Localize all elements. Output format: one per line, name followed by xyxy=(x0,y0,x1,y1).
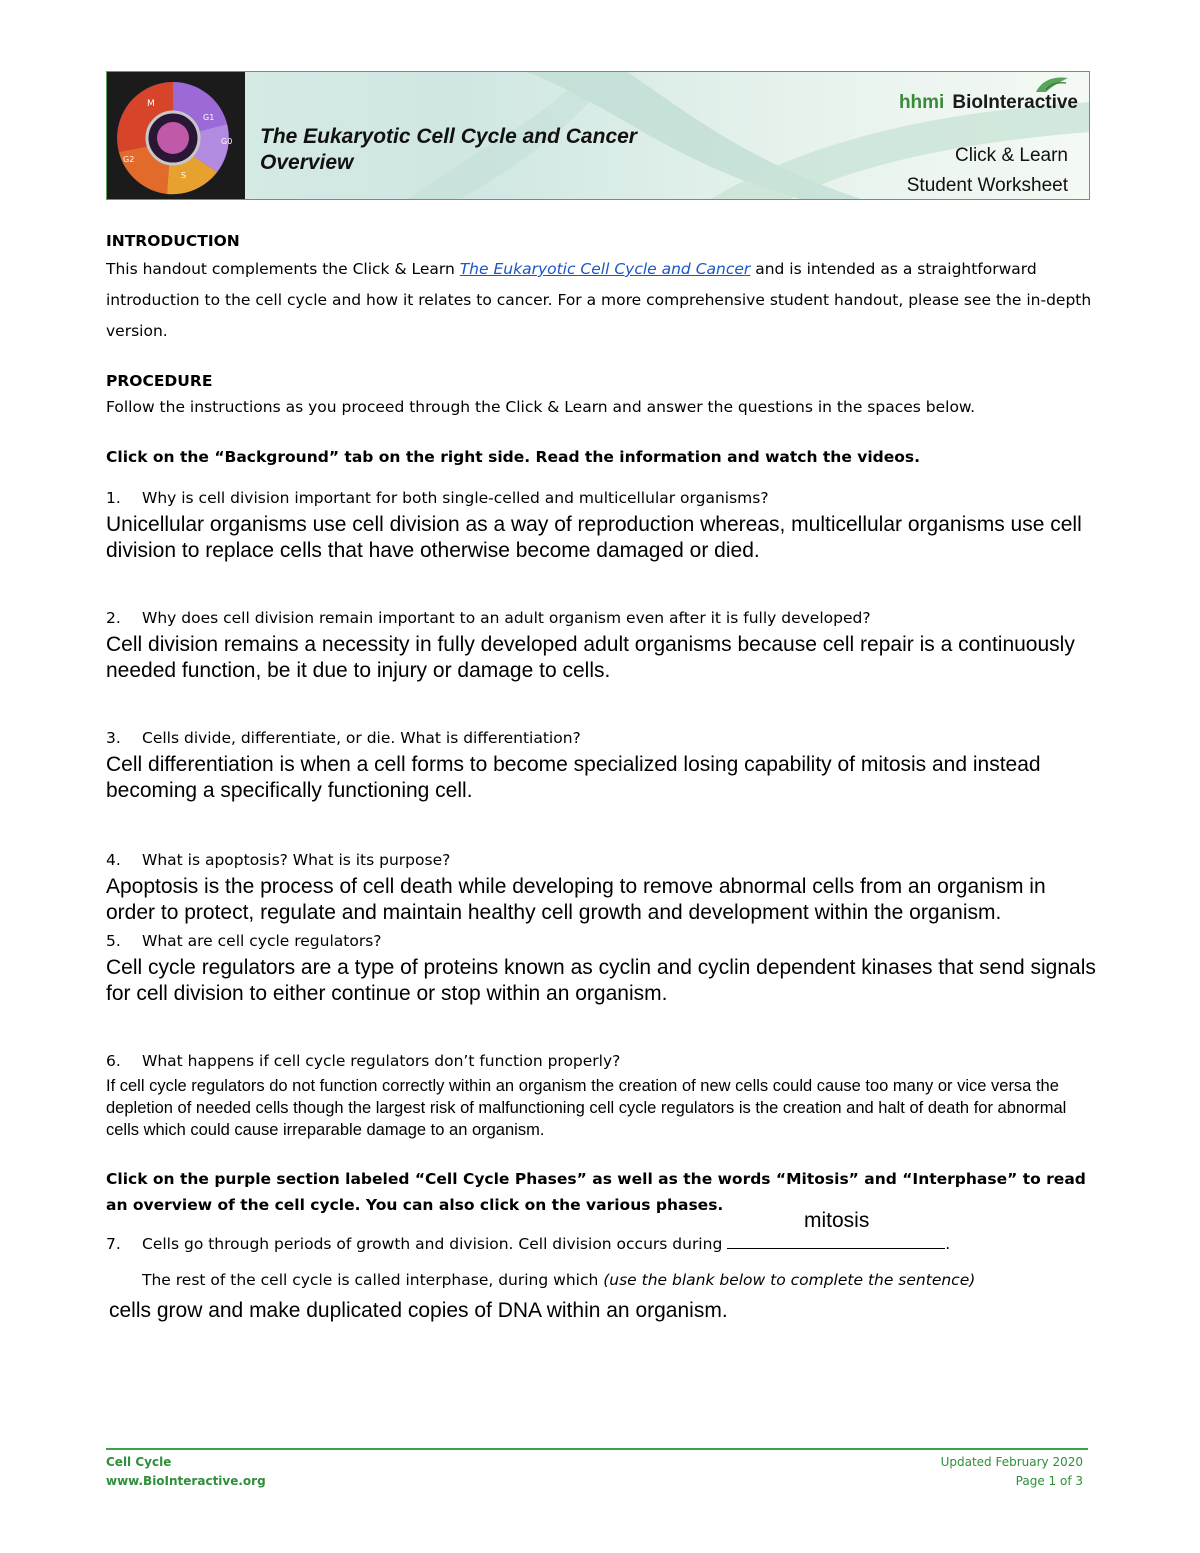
click-learn-link[interactable]: The Eukaryotic Cell Cycle and Cancer xyxy=(459,260,751,278)
logo-label-g1: G1 xyxy=(203,113,215,122)
procedure-text: Follow the instructions as you proceed through the Click & Learn and answer the questions in the spaces below. xyxy=(106,398,976,416)
question-number: 7. xyxy=(106,1235,121,1253)
footer-website-link[interactable]: www.BioInteractive.org xyxy=(106,1474,266,1488)
question-text: What happens if cell cycle regulators don’t function properly? xyxy=(142,1052,621,1070)
answer-5[interactable]: Cell cycle regulators are a type of proteins known as cyclin and cyclin dependent kinases that send signals for cell division to either continue or stop within an organism. xyxy=(106,956,1096,1005)
logo-label-s: S xyxy=(181,171,187,180)
title-line-2: Overview xyxy=(260,151,354,174)
question-7: mitosis 7. Cells go through periods of growth and division. Cell division occurs during . The rest of the cell cycle is called interphase, during which (use the blank below to complete the sentence) cells grow and make duplicated copies of DNA within an organism. xyxy=(106,1232,1096,1324)
document-type xyxy=(907,141,1068,201)
footer-updated: Updated February 2020 xyxy=(940,1455,1083,1469)
answer-7[interactable]: cells grow and make duplicated copies of DNA within an organism. xyxy=(109,1299,728,1322)
question-text: Cells divide, differentiate, or die. What is differentiation? xyxy=(142,729,581,747)
instruction-background: Click on the “Background” tab on the right side. Read the information and watch the videos. xyxy=(106,448,921,466)
document-title xyxy=(260,124,637,176)
question-1 xyxy=(106,486,1096,564)
question-text: Cells go through periods of growth and division. Cell division occurs during xyxy=(142,1235,723,1253)
answer-2[interactable]: Cell division remains a necessity in fully developed adult organisms because cell repair is a continuously needed function, be it due to injury or damage to cells. xyxy=(106,633,1075,682)
logo-label-g0: G0 xyxy=(221,137,233,146)
question-number: 2. xyxy=(106,609,121,627)
brand-logo xyxy=(899,92,1078,114)
footer-divider xyxy=(106,1448,1088,1450)
intro-paragraph: This handout complements the Click & Learn The Eukaryotic Cell Cycle and Cancer and is intended as a straightforward introduction to the cell cycle and how it relates to cancer. For a more comprehensive student handout, please see the in-depth version. xyxy=(106,260,1092,340)
footer-left xyxy=(106,1453,266,1491)
footer-topic: Cell Cycle xyxy=(106,1455,172,1469)
answer-3[interactable]: Cell differentiation is when a cell forms to become specialized losing capability of mitosis and instead becoming a specifically functioning cell. xyxy=(106,753,1041,802)
cell-cycle-logo xyxy=(107,72,245,199)
footer-right xyxy=(941,1453,1083,1491)
q7-continuation: The rest of the cell cycle is called interphase, during which (use the blank below to complete the sentence) xyxy=(142,1271,976,1289)
worksheet-body xyxy=(106,228,1096,1324)
question-text: What is apoptosis? What is its purpose? xyxy=(142,851,451,869)
question-number: 5. xyxy=(106,932,121,950)
logo-label-g2: G2 xyxy=(123,155,135,164)
answer-1[interactable]: Unicellular organisms use cell division as a way of reproduction whereas, multicellular organisms use cell division to replace cells that have otherwise become damaged or died. xyxy=(106,513,1082,562)
question-number: 1. xyxy=(106,489,121,507)
answer-4[interactable]: Apoptosis is the process of cell death while developing to remove abnormal cells from an organism in order to protect, regulate and maintain healthy cell growth and development within the organism. xyxy=(106,875,1046,924)
answer-6[interactable]: If cell cycle regulators do not function correctly within an organism the creation of new cells could cause too many or vice versa the depletion of needed cells though the largest risk of malfunctioning cell cycle regulators is the creation and halt of death for abnormal cells which could cause irreparable damage to an organism. xyxy=(106,1077,1067,1139)
question-6 xyxy=(106,1049,1096,1141)
brand-prefix: hhmi xyxy=(898,92,945,113)
intro-heading: INTRODUCTION xyxy=(106,232,240,250)
question-text: What are cell cycle regulators? xyxy=(142,932,382,950)
answer-7-blank[interactable]: mitosis xyxy=(804,1209,870,1232)
question-5 xyxy=(106,929,1096,1007)
question-number: 6. xyxy=(106,1052,121,1070)
answer-blank-line xyxy=(727,1232,945,1249)
title-line-1: The Eukaryotic Cell Cycle and Cancer xyxy=(260,125,637,148)
type-line-1: Click & Learn xyxy=(955,145,1068,166)
question-number: 3. xyxy=(106,729,121,747)
procedure-heading: PROCEDURE xyxy=(106,372,213,390)
type-line-2: Student Worksheet xyxy=(906,175,1068,196)
logo-label-m: M xyxy=(147,99,155,109)
question-3 xyxy=(106,726,1096,804)
question-text: Why does cell division remain important to an adult organism even after it is fully developed? xyxy=(142,609,871,627)
question-text: Why is cell division important for both single-celled and multicellular organisms? xyxy=(142,489,769,507)
instruction-phases: Click on the purple section labeled “Cell Cycle Phases” as well as the words “Mitosis” and “Interphase” to read an overview of the cell cycle. You can also click on the various phases. xyxy=(106,1170,1086,1214)
question-4 xyxy=(106,848,1096,926)
question-number: 4. xyxy=(106,851,121,869)
brand-name: BioInteractive xyxy=(952,92,1078,113)
question-2 xyxy=(106,606,1096,684)
footer-page-number: Page 1 of 3 xyxy=(1015,1474,1083,1488)
